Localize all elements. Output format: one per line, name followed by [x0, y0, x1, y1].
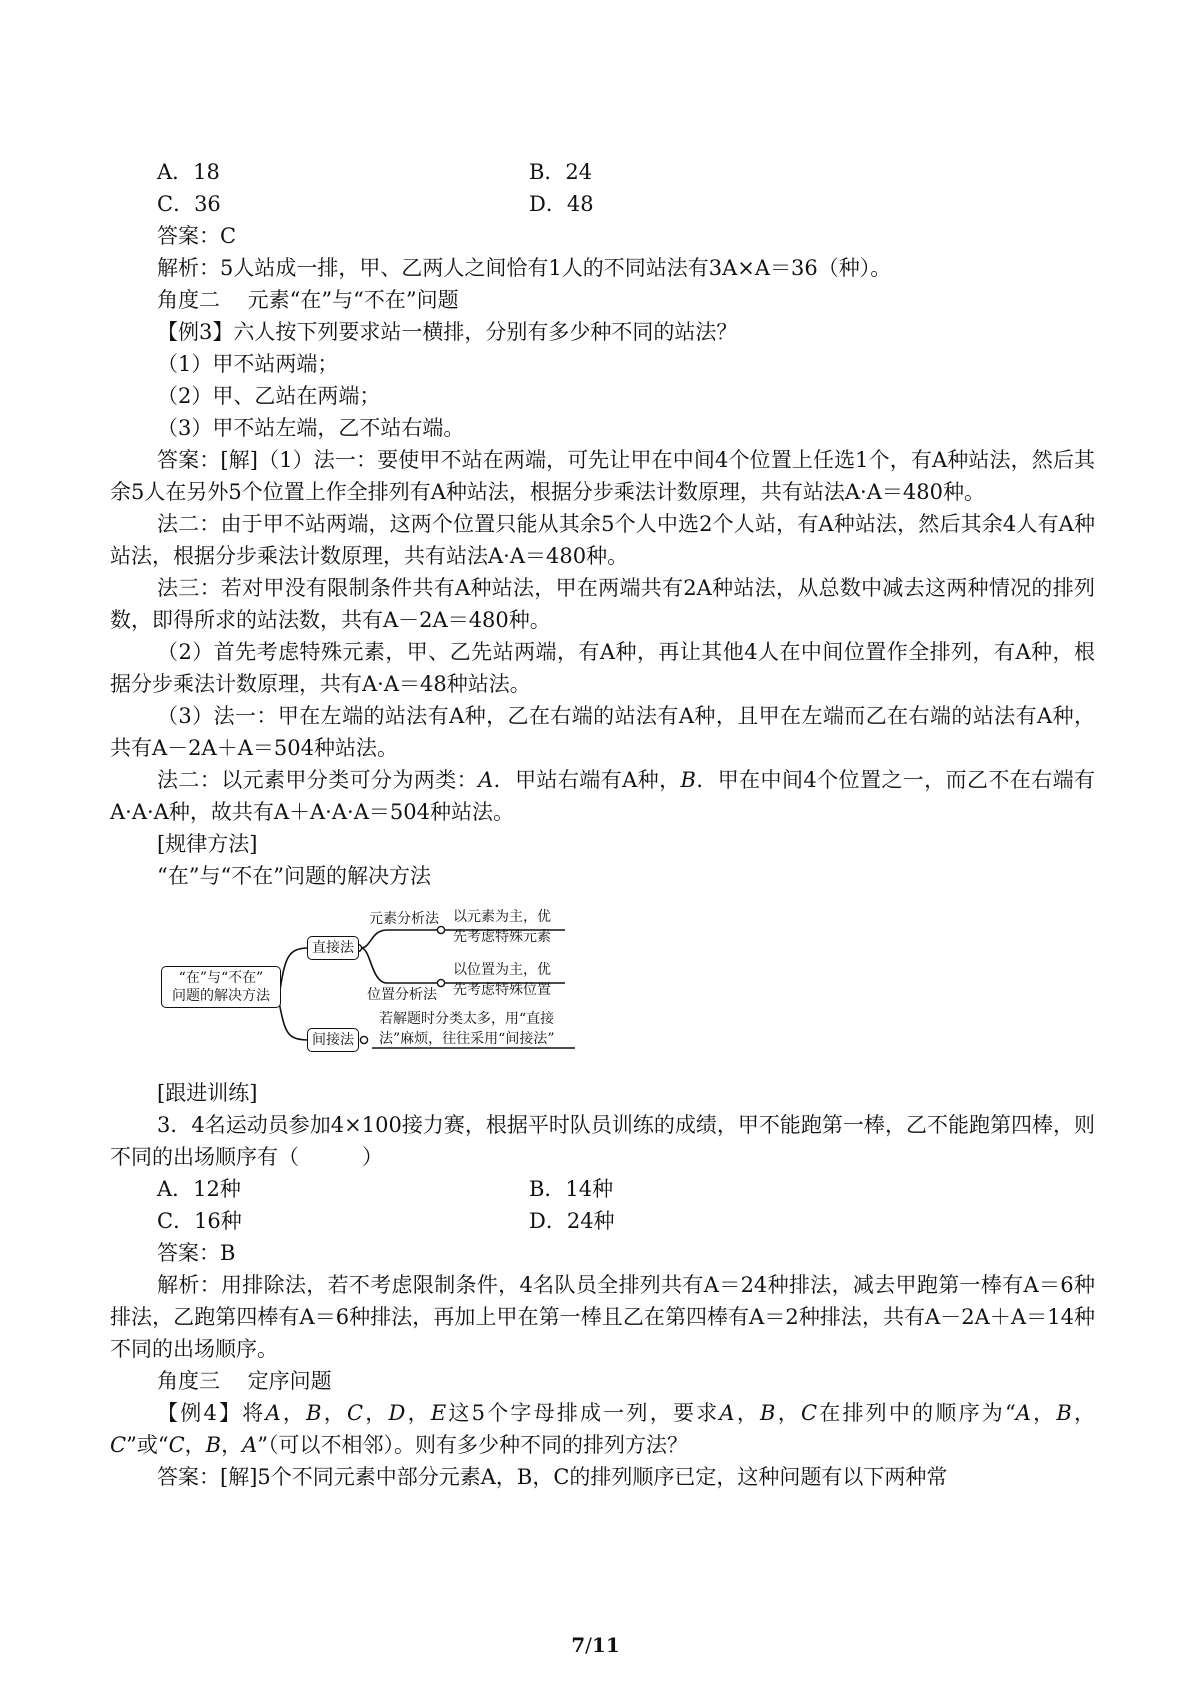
ex4-var: B — [205, 1433, 222, 1457]
example3-answer-3: 法三：若对甲没有限制条件共有A种站法，甲在两端共有2A种站法，从总数中减去这两种情况的排列数，即得所求的站法数，共有A－2A＝480种。 — [110, 576, 1095, 632]
example4-stem — [110, 1397, 1095, 1461]
ex4-var: C — [110, 1433, 127, 1457]
diagram-element-method: 元素分析法 — [369, 911, 439, 927]
example4-answer: 答案：[解]5个不同元素中部分元素A，B，C的排列顺序已定，这种问题有以下两种常 — [157, 1465, 948, 1489]
ex4-seg: ， — [775, 1401, 801, 1425]
ex4-var: E — [430, 1401, 447, 1425]
diagram-root-line2: 问题的解决方法 — [172, 988, 270, 1004]
ex4-seg: 在排列中的顺序为“ — [817, 1401, 1016, 1425]
q2-option-b: B．24 — [529, 160, 593, 184]
diagram-root-box — [161, 966, 281, 1008]
example3-answer-5: （3）法一：甲在左端的站法有A种，乙在右端的站法有A种，且甲在左端而乙在右端的站法有A种，共有A－2A＋A＝504种站法。 — [110, 704, 1095, 760]
q3-option-c: C．16种 — [157, 1209, 242, 1233]
ex4-seg: 【例4】将 — [157, 1401, 266, 1425]
ex4-var: B — [306, 1401, 322, 1425]
ex4-var: A — [1015, 1401, 1031, 1425]
ex4-seg: ， — [1030, 1401, 1057, 1425]
q2-options-row1 — [110, 156, 1095, 188]
q2-option-d: D．48 — [529, 192, 594, 216]
answer6-var-a: A — [478, 768, 494, 792]
q3-options-row1 — [110, 1173, 1095, 1205]
q2-analysis: 解析：5人站成一排，甲、乙两人之间恰有1人的不同站法有3A×A＝36（种）。 — [157, 256, 892, 280]
q2-options-row2 — [110, 188, 1095, 220]
method-diagram — [157, 898, 597, 1063]
ex4-seg: 这5个字母排成一列，要求 — [446, 1401, 720, 1425]
diagram-direct-box: 直接法 — [307, 936, 359, 960]
example3-answer-2: 法二：由于甲不站两端，这两个位置只能从其余5个人中选2个人站，有A种站法，然后其余4人有A种站法，根据分步乘法计数原理，共有站法A·A＝480种。 — [110, 512, 1095, 568]
angle2-title: 角度二 元素“在”与“不在”问题 — [157, 288, 459, 312]
q3-analysis: 解析：用排除法，若不考虑限制条件，4名队员全排列共有A＝24种排法，减去甲跑第一棒有A＝6种排法，乙跑第四棒有A＝6种排法，再加上甲在第一棒且乙在第四棒有A＝2种排法，共有A－2A＋A＝14种不同的出场顺序。 — [110, 1273, 1095, 1361]
q3-stem: 3．4名运动员参加4×100接力赛，根据平时队员训练的成绩，甲不能跑第一棒，乙不能跑第四棒，则不同的出场顺序有（ ） — [110, 1113, 1095, 1169]
ex4-var: A — [719, 1401, 735, 1425]
example3-title: 【例3】六人按下列要求站一横排，分别有多少种不同的站法？ — [157, 320, 738, 344]
example3-answer-6 — [110, 764, 1095, 828]
ex4-seg: ， — [184, 1433, 206, 1457]
ex4-seg: ”（可以不相邻）。则有多少种不同的排列方法？ — [257, 1433, 688, 1457]
diagram-position-desc-1: 以位置为主，优 — [453, 962, 551, 978]
page-number — [0, 1633, 1191, 1657]
example3-answer-4: （2）首先考虑特殊元素，甲、乙先站两端，有A种，再让其他4人在中间位置作全排列，有A种，根据分步乘法计数原理，共有A·A＝48种站法。 — [110, 640, 1095, 696]
ex4-seg: ， — [405, 1401, 431, 1425]
answer6-text-post: ．甲在中间4个位置之一，而乙不在右端有A·A·A种，故共有A＋A·A·A＝504种站法。 — [110, 768, 1096, 824]
q3-options-row2 — [110, 1205, 1095, 1237]
ex4-seg: ， — [221, 1433, 243, 1457]
ex4-var: A — [242, 1433, 258, 1457]
rule-label: [规律方法] — [157, 832, 258, 856]
q2-option-c: C．36 — [157, 192, 221, 216]
ex4-var: B — [760, 1401, 776, 1425]
q2-answer: 答案：C — [157, 224, 237, 248]
diagram-root-line1: “在”与“不在” — [178, 970, 264, 986]
page-content — [110, 156, 1095, 1493]
q3-option-d: D．24种 — [529, 1209, 615, 1233]
rule-title: “在”与“不在”问题的解决方法 — [157, 864, 431, 888]
answer6-text-pre: 法二：以元素甲分类可分为两类： — [157, 768, 479, 792]
example3-part2: （2）甲、乙站在两端； — [157, 384, 381, 408]
ex4-seg: ， — [1071, 1401, 1096, 1425]
diagram-indirect-desc-2: 法”麻烦，往往采用“间接法” — [379, 1031, 555, 1047]
ex4-var: C — [168, 1433, 185, 1457]
page-separator: / — [585, 1633, 592, 1657]
q3-option-a: A．12种 — [157, 1177, 241, 1201]
diagram-element-desc-2: 先考虑特殊元素 — [453, 929, 551, 945]
diagram-element-desc-1: 以元素为主，优 — [453, 909, 551, 925]
answer6-text-mid: ．甲站右端有A种， — [493, 768, 681, 792]
ex4-seg: ， — [321, 1401, 347, 1425]
page-total: 11 — [591, 1633, 620, 1657]
diagram-position-method: 位置分析法 — [367, 987, 437, 1003]
diagram-indirect-box: 间接法 — [307, 1028, 359, 1052]
diagram-position-desc-2: 先考虑特殊位置 — [453, 982, 551, 998]
ex4-var: C — [800, 1401, 818, 1425]
ex4-var: C — [347, 1401, 364, 1425]
ex4-var: B — [1056, 1401, 1072, 1425]
ex4-var: D — [388, 1401, 406, 1425]
answer6-var-b: B — [680, 768, 696, 792]
example3-part3: （3）甲不站左端，乙不站右端。 — [157, 416, 465, 440]
q2-option-a: A．18 — [157, 160, 220, 184]
diagram-indirect-desc-1: 若解题时分类太多，用“直接 — [379, 1011, 555, 1027]
ex4-seg: ， — [734, 1401, 761, 1425]
ex4-var: A — [265, 1401, 281, 1425]
angle3-title: 角度三 定序问题 — [157, 1369, 332, 1393]
example3-answer-1: 答案：[解]（1）法一：要使甲不站在两端，可先让甲在中间4个位置上任选1个，有A种站法，然后其余5人在另外5个位置上作全排列有A种站法，根据分步乘法计数原理，共有站法A·A＝480种。 — [110, 448, 1095, 504]
example3-part1: （1）甲不站两端； — [157, 352, 339, 376]
ex4-seg: ， — [363, 1401, 389, 1425]
q3-answer: 答案：B — [157, 1241, 236, 1265]
q3-option-b: B．14种 — [529, 1177, 614, 1201]
follow-label: [跟进训练] — [157, 1081, 258, 1105]
page-current: 7 — [571, 1633, 586, 1657]
ex4-seg: ”或“ — [126, 1433, 169, 1457]
ex4-seg: ， — [280, 1401, 307, 1425]
